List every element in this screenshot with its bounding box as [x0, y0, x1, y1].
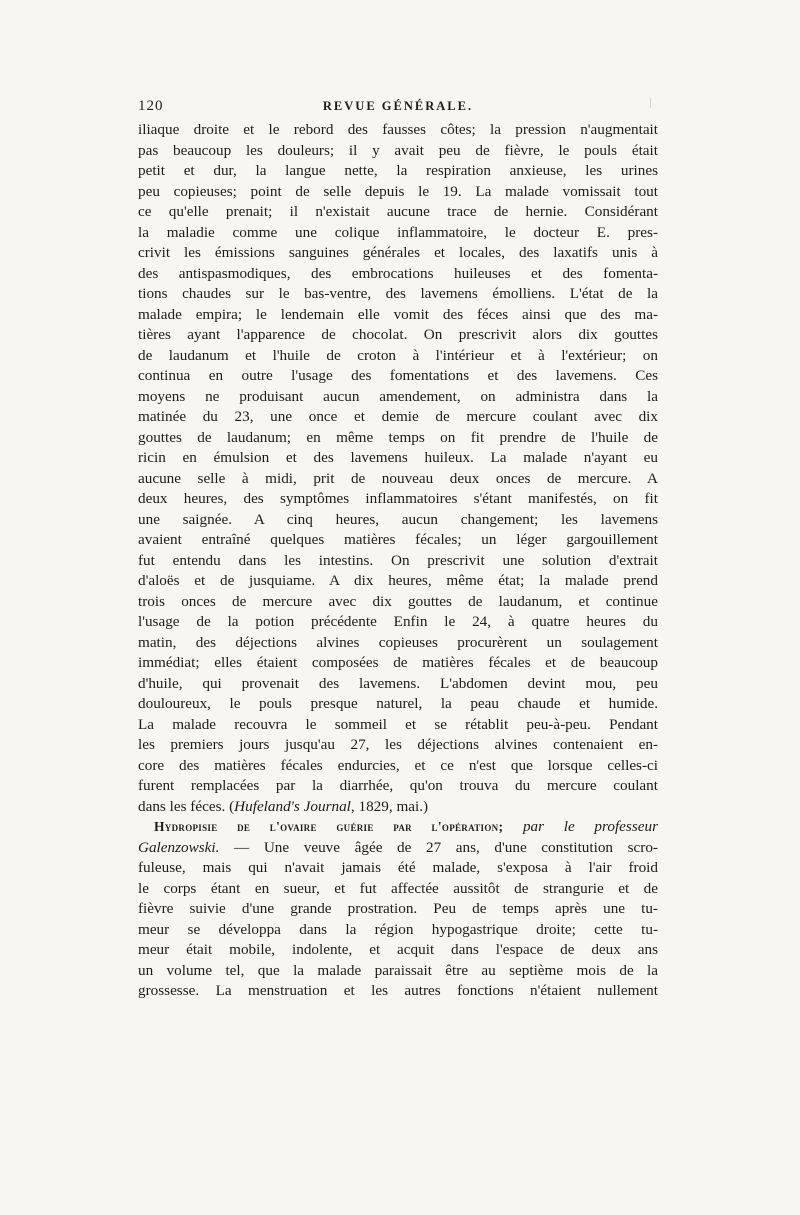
byline-pre: par — [503, 818, 564, 835]
text-line: le corps étant en sueur, et fut affectée aussitôt de strangurie et de — [138, 879, 658, 897]
text-line: ricin en émulsion et des lavemens huileux. La malade n'ayant eu — [138, 449, 658, 466]
running-title: REVUE GÉNÉRALE. — [322, 99, 474, 113]
text-line: furent remplacées par la diarrhée, qu'on trouva du mercure coulant — [138, 777, 658, 794]
text-line: malade empira; le lendemain elle vomit des féces ainsi que des ma- — [138, 305, 658, 323]
text-line: fut entendu dans les intestins. On prescrivit une solution d'extrait — [138, 551, 658, 569]
text-line: fièvre suivie d'une grande prostration. Peu de temps après une tu- — [138, 900, 658, 917]
text-line: tières ayant l'apparence de chocolat. On prescrivit alors dix gouttes — [138, 326, 658, 343]
text-line: continua en outre l'usage des fomentations et des lavemens. Ces — [138, 367, 658, 384]
text-line: meur était mobile, indolente, et acquit dans l'espace de deux ans — [138, 941, 658, 958]
book-page — [138, 96, 658, 1002]
first-line-rest: — Une veuve âgée de 27 ans, d'une constitution scro- — [219, 838, 658, 856]
byline: le professeur — [563, 818, 658, 835]
text-line: peu copieuses; point de selle depuis le 19. La malade vomissait tout — [138, 182, 658, 200]
paragraph-1 — [138, 120, 658, 817]
section-title: Hydropisie de l'ovaire guérie par l'opération; — [154, 819, 504, 834]
text-line: les premiers jours jusqu'au 27, les déjections alvines contenaient en- — [138, 736, 658, 753]
text-line: moyens ne produisant aucun amendement, on administra dans la — [138, 387, 658, 405]
text-line: meur se développa dans la région hypogastrique droite; cette tu- — [138, 920, 658, 938]
text-line: matin, des déjections alvines copieuses procurèrent un soulagement — [138, 633, 658, 651]
text-line: ce qu'elle prenait; il n'existait aucune trace de hernie. Considérant — [138, 203, 658, 220]
text-line: une saignée. A cinq heures, aucun changement; les lavemens — [138, 510, 658, 528]
citation-source: Hufeland's Journal — [234, 797, 351, 815]
citation-date: , 1829, mai.) — [350, 797, 429, 815]
text-line: petit et dur, la langue nette, la respiration anxieuse, les urines — [138, 162, 658, 179]
text-line: core des matières fécales endurcies, et ce n'est que lorsque celles-ci — [138, 756, 658, 774]
author-name: Galenzowski. — [138, 838, 220, 856]
text-line: trois onces de mercure avec dix gouttes de laudanum, et continue — [138, 592, 658, 610]
text-line: deux heures, des symptômes inflammatoires s'étant manifestés, on fit — [138, 490, 658, 507]
page-header — [138, 96, 658, 118]
text-line: d'huile, qui provenait des lavemens. L'abdomen devint mou, peu — [138, 674, 658, 692]
citation-lead: dans les féces. ( — [138, 797, 235, 815]
text-line: la maladie comme une colique inflammatoire, le docteur E. pres- — [138, 223, 658, 241]
text-line: l'usage de la potion précédente Enfin le 24, à quatre heures du — [138, 613, 658, 630]
text-line: un volume tel, que la malade paraissait être au septième mois de la — [138, 961, 658, 979]
text-line: pas beaucoup les douleurs; il y avait peu de fièvre, le pouls était — [138, 141, 658, 159]
text-line: iliaque droite et le rebord des fausses côtes; la pression n'augmentait — [138, 121, 658, 138]
text-line: des antispasmodiques, des embrocations huileuses et des fomenta- — [138, 264, 658, 282]
text-line: de laudanum et l'huile de croton à l'intérieur et à l'extérieur; on — [138, 346, 658, 364]
text-line: fuleuse, mais qui n'avait jamais été malade, s'exposa à l'air froid — [138, 859, 658, 876]
text-line — [138, 838, 658, 859]
text-line: crivit les émissions sanguines générales et locales, des laxatifs unis à — [138, 244, 658, 261]
text-line: matinée du 23, une once et demie de mercure coulant avec dix — [138, 408, 658, 425]
text-line-last — [138, 797, 658, 818]
page-number: 120 — [138, 98, 164, 114]
text-line: avaient entraîné quelques matières fécales; un léger gargouillement — [138, 531, 658, 548]
section-heading-line — [138, 817, 658, 838]
text-line: grossesse. La menstruation et les autres fonctions n'étaient nullement — [138, 982, 658, 999]
text-line: tions chaudes sur le bas-ventre, des lavemens émolliens. L'état de la — [138, 285, 658, 302]
text-line: douloureux, le pouls presque naturel, la peau chaude et humide. — [138, 695, 658, 712]
text-line: La malade recouvra le sommeil et se rétablit peu-à-peu. Pendant — [138, 715, 658, 733]
paragraph-2 — [138, 817, 658, 1002]
text-line: gouttes de laudanum; en même temps on fit prendre de l'huile de — [138, 428, 658, 446]
text-line: aucune selle à midi, prit de nouveau deux onces de mercure. A — [138, 469, 658, 487]
text-line: d'aloës et de jusquiame. A dix heures, même état; la malade prend — [138, 572, 658, 589]
text-line: immédiat; elles étaient composées de matières fécales et de beaucoup — [138, 654, 658, 671]
